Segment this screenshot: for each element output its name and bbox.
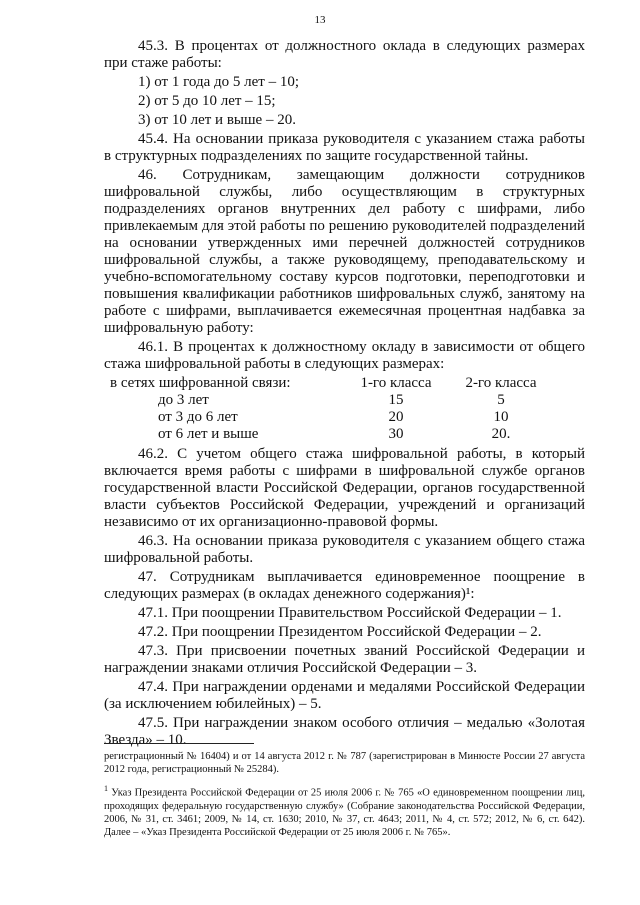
- table-cell: 30: [388, 426, 404, 442]
- paragraph: 47.4. При награждении орденами и медалями Российской Федерации (за исключением юбилейных) – 5.: [104, 679, 585, 712]
- paragraphs-before-table: [104, 38, 585, 373]
- page-number: 13: [314, 14, 326, 26]
- cipher-rates-table: [110, 375, 556, 443]
- footnote-marker: 1: [104, 784, 108, 793]
- table-cell: до 3 лет: [158, 392, 209, 408]
- footnotes: [104, 750, 585, 845]
- table-cell: 15: [388, 392, 404, 408]
- table-header-cell: 1-го класса: [360, 375, 432, 391]
- table-cell: 5: [497, 392, 505, 408]
- footnote-continuation: регистрационный № 16404) и от 14 августа 2012 г. № 787 (зарегистрирован в Минюсте России 27 августа 2012 года, регистрационный № 25284).: [104, 751, 585, 775]
- paragraph: 45.4. На основании приказа руководителя с указанием стажа работы в структурных подразделениях по защите государственной тайны.: [104, 131, 585, 164]
- paragraph: 46.3. На основании приказа руководителя с указанием общего стажа шифровальной работы.: [104, 533, 585, 566]
- paragraph: 46.2. С учетом общего стажа шифровальной работы, в который включается время работы с шифрами в шифровальной службе органов государственной власти Российской Федерации, органов государственной власти субъектов Российской Федерации, учреждений и организаций независимо от их организационно-правовой формы.: [104, 446, 585, 530]
- paragraph: 47.1. При поощрении Правительством Российской Федерации – 1.: [138, 605, 562, 621]
- paragraph: 47.2. При поощрении Президентом Российской Федерации – 2.: [138, 624, 542, 640]
- paragraph: 47.5. При награждении знаком особого отличия – медалью «Золотая Звезда» – 10.: [104, 715, 585, 748]
- paragraph: 47.3. При присвоении почетных званий Российской Федерации и награждении знаками отличия Российской Федерации – 3.: [104, 643, 585, 676]
- table-row: [110, 409, 556, 426]
- table-cell: 10: [493, 409, 509, 425]
- document-body: [104, 38, 585, 751]
- table-cell: 20.: [491, 426, 511, 442]
- footnote-separator: [104, 743, 254, 744]
- table-row: [110, 392, 556, 409]
- list-item: 1) от 1 года до 5 лет – 10;: [138, 74, 299, 90]
- paragraph: 45.3. В процентах от должностного оклада в следующих размерах при стаже работы:: [104, 38, 585, 71]
- footnote-text: Указ Президента Российской Федерации от 25 июля 2006 г. № 765 «О единовременном поощрении лиц, проходящих федеральную государственную службу» (Собрание законодательства Российской Федерации, 2006, № 31, ст. 3461; 2009, № 14, ст. 1630; 2010, № 37, ст. 4643; 2011, № 4, ст. 572; 2012, № 6, ст. 642). Далее – «Указ Президента Российской Федерации от 25 июля 2006 г. № 765».: [104, 787, 586, 838]
- table-row: [110, 426, 556, 443]
- table-header-cell: в сетях шифрованной связи:: [110, 375, 291, 391]
- table-header-cell: 2-го класса: [465, 375, 537, 391]
- table-cell: от 3 до 6 лет: [158, 409, 238, 425]
- table-cell: 20: [388, 409, 404, 425]
- paragraph: 47. Сотрудникам выплачивается единовременное поощрение в следующих размерах (в окладах денежного содержания)¹:: [104, 569, 585, 602]
- paragraph: 46. Сотрудникам, замещающим должности сотрудников шифровальной службы, либо осуществляющим в структурных подразделениях органов внутренних дел работу с шифрами, либо привлекаемым для этой работы по решению руководителей подразделений на основании утвержденных ими перечней должностей сотрудников шифровальной службы, а также руководящему, преподавательскому и учебно-вспомогательному составу курсов подготовки, переподготовки и повышения квалификации работников шифровальных служб, занятому на работе с шифрами, выплачивается ежемесячная процентная надбавка за шифровальную работу:: [104, 167, 585, 336]
- paragraphs-after-table: [104, 446, 585, 749]
- paragraph: 46.1. В процентах к должностному окладу в зависимости от общего стажа шифровальной работы в следующих размерах:: [104, 339, 585, 372]
- list-item: 2) от 5 до 10 лет – 15;: [138, 93, 276, 109]
- table-header-row: [110, 375, 556, 392]
- list-item: 3) от 10 лет и выше – 20.: [138, 112, 296, 128]
- table-cell: от 6 лет и выше: [158, 426, 259, 442]
- footnote-1: [104, 782, 585, 839]
